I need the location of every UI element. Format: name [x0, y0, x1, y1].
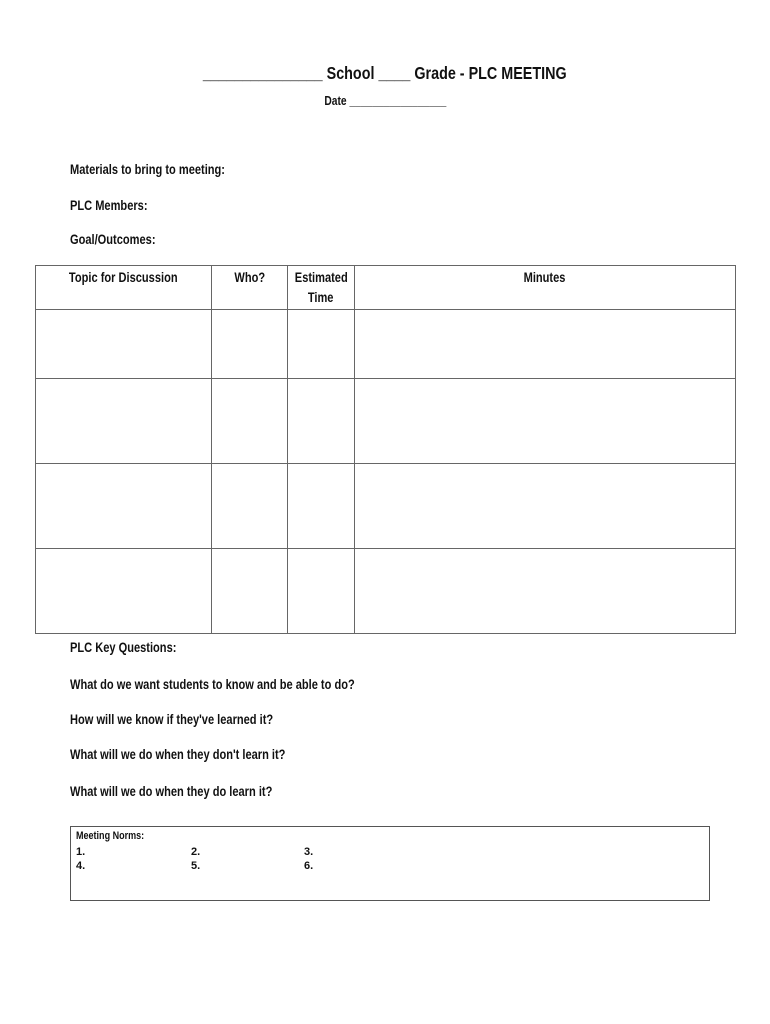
topic-cell[interactable]	[36, 379, 212, 464]
plc-members-label	[70, 197, 165, 215]
minutes-cell[interactable]	[355, 310, 736, 379]
time-cell[interactable]	[288, 310, 355, 379]
norm-item-5: 5.	[191, 860, 201, 872]
key-question-4	[70, 783, 317, 801]
key-questions-heading-text: PLC Key Questions:	[70, 640, 177, 655]
topic-cell[interactable]	[36, 464, 212, 549]
norm-item-3: 3.	[304, 846, 314, 858]
key-question-2	[70, 711, 318, 729]
minutes-cell[interactable]	[355, 464, 736, 549]
goal-outcomes-label-text: Goal/Outcomes:	[70, 232, 156, 247]
who-cell[interactable]	[212, 379, 288, 464]
header-minutes	[355, 266, 736, 310]
date-field	[0, 92, 770, 110]
who-cell[interactable]	[212, 464, 288, 549]
table-row	[36, 464, 736, 549]
minutes-cell[interactable]	[355, 549, 736, 634]
table-row	[36, 549, 736, 634]
header-who-text: Who?	[234, 270, 265, 285]
key-question-1	[70, 676, 417, 694]
time-cell[interactable]	[288, 464, 355, 549]
materials-label-text: Materials to bring to meeting:	[70, 162, 225, 177]
agenda-header-row	[36, 266, 736, 310]
time-cell[interactable]	[288, 549, 355, 634]
key-question-text: What do we want students to know and be able to do?	[70, 677, 355, 692]
header-topic-text: Topic for Discussion	[69, 270, 178, 285]
meeting-norms-box	[70, 826, 710, 901]
topic-cell[interactable]	[36, 549, 212, 634]
meeting-norms-title	[76, 829, 159, 843]
page-title	[0, 62, 770, 84]
who-cell[interactable]	[212, 549, 288, 634]
key-question-text: What will we do when they don't learn it?	[70, 747, 286, 762]
table-row	[36, 310, 736, 379]
header-time-line2: Time	[308, 290, 334, 305]
topic-cell[interactable]	[36, 310, 212, 379]
header-topic	[36, 266, 212, 310]
key-question-text: What will we do when they do learn it?	[70, 784, 273, 799]
time-cell[interactable]	[288, 379, 355, 464]
header-who	[212, 266, 288, 310]
minutes-cell[interactable]	[355, 379, 736, 464]
plc-members-label-text: PLC Members:	[70, 198, 148, 213]
key-question-text: How will we know if they've learned it?	[70, 712, 274, 727]
norm-item-1: 1.	[76, 846, 86, 858]
norm-item-2: 2.	[191, 846, 201, 858]
goal-outcomes-label	[70, 231, 174, 249]
meeting-norms-title-text: Meeting Norms:	[76, 830, 145, 842]
header-time-line1: Estimated	[294, 270, 348, 285]
norm-item-6: 6.	[304, 860, 314, 872]
agenda-table	[35, 265, 736, 634]
who-cell[interactable]	[212, 310, 288, 379]
header-minutes-text: Minutes	[524, 270, 566, 285]
key-questions-heading	[70, 639, 200, 657]
norm-item-4: 4.	[76, 860, 86, 872]
materials-label	[70, 161, 259, 179]
page-title-text: _______________ School ____ Grade - PLC MEETING	[203, 63, 567, 83]
table-row	[36, 379, 736, 464]
header-estimated-time	[288, 266, 355, 310]
date-field-text: Date _________________	[324, 94, 446, 108]
key-question-3	[70, 746, 333, 764]
